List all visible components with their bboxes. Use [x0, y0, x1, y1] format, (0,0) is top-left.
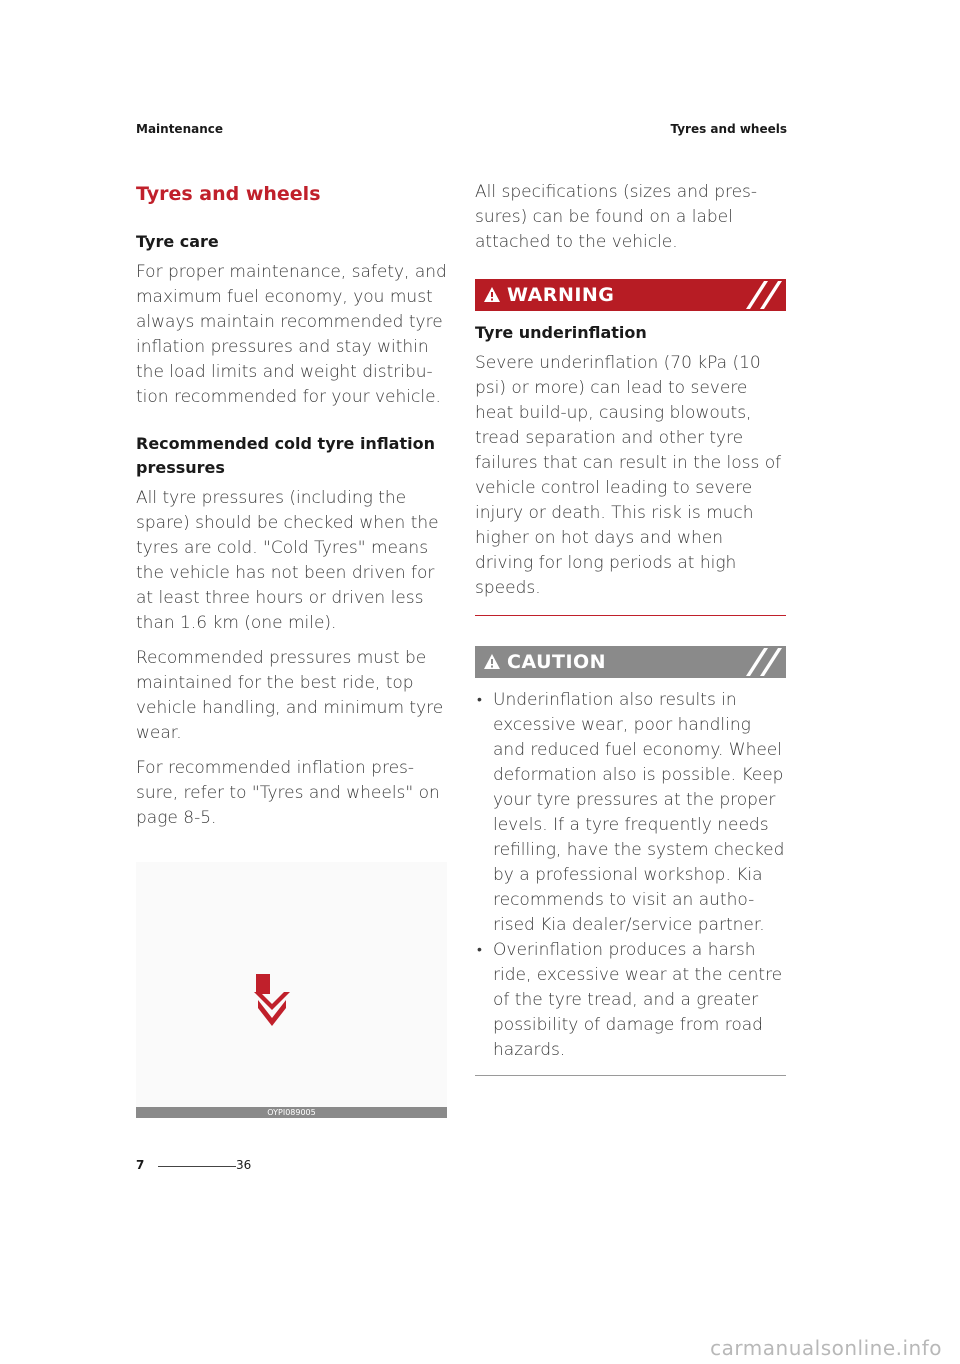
running-header-section: Maintenance — [136, 122, 224, 136]
running-header-topic: Tyres and wheels — [670, 122, 787, 136]
warning-end-rule — [475, 615, 786, 616]
spec-intro-paragraph: All specifications (sizes and pres-sures) can be found on a label attached to the vehicle. — [475, 182, 758, 252]
page-footer — [136, 1158, 276, 1178]
warning-heading: Tyre underinflation — [475, 323, 647, 342]
warning-paragraph: Severe underinflation (70 kPa (10 psi) or more) can lead to severe heat build-up, causing blowouts, tread separation and other tyre failures that can result in the loss of vehicle control leading to severe injury or death. This risk is much higher on hot days and when driving for long periods at high speeds. — [475, 353, 782, 598]
caution-label: CAUTION — [507, 651, 607, 673]
cold-pressure-heading: Recommended cold tyre inflation pressures — [136, 434, 435, 477]
warning-banner — [475, 279, 786, 311]
tyre-care-paragraph: For proper maintenance, safety, and maximum fuel economy, you must always maintain recommended tyre inflation pressures and stay within the load limits and weight distribu-tion recommended for your vehicle. — [136, 262, 447, 407]
figure-caption: OYPI089005 — [136, 1107, 447, 1118]
left-column — [136, 180, 448, 841]
figure-image — [136, 862, 447, 1118]
caution-end-rule — [475, 1075, 786, 1076]
warning-triangle-icon — [483, 286, 501, 304]
page-number: 36 — [236, 1158, 252, 1172]
red-down-arrow-icon — [254, 974, 290, 1026]
caution-triangle-icon — [483, 653, 501, 671]
banner-slash-decoration — [742, 646, 786, 678]
caution-bullet-text: Underinflation also results in excessive wear, poor handling and reduced fuel economy. Wheel deformation also is possible. Keep your tyre pressures at the proper levels. If a tyre frequently needs refilling, have the system checked by a professional workshop. Kia recommends to visit an autho-rised Kia dealer/service partner. — [493, 690, 785, 935]
watermark: carmanualsonline.info — [710, 1336, 942, 1360]
tyre-care-heading: Tyre care — [136, 232, 219, 251]
chapter-number: 7 — [136, 1158, 145, 1172]
footer-divider — [158, 1166, 236, 1167]
banner-slash-decoration — [742, 279, 786, 311]
list-item — [475, 938, 786, 1063]
right-column — [475, 180, 786, 1076]
caution-banner — [475, 646, 786, 678]
caution-list — [475, 688, 786, 1063]
bullet-icon: • — [477, 692, 482, 708]
list-item — [475, 688, 786, 938]
section-title: Tyres and wheels — [136, 183, 321, 205]
cold-pressure-paragraph-2: Recommended pressures must be maintained for the best ride, top vehicle handling, and minimum tyre wear. — [136, 648, 444, 743]
bullet-icon: • — [477, 942, 482, 958]
cold-pressure-paragraph-3: For recommended inflation pres-sure, refer to "Tyres and wheels" on page 8-5. — [136, 758, 440, 828]
warning-label: WARNING — [507, 284, 615, 306]
cold-pressure-paragraph-1: All tyre pressures (including the spare) should be checked when the tyres are cold. "Cold Tyres" means the vehicle has not been driven for at least three hours or driven less than 1.6 km (one mile). — [136, 488, 439, 633]
caution-bullet-text: Overinflation produces a harsh ride, excessive wear at the centre of the tyre tread, and a greater possibility of damage from road hazards. — [493, 940, 783, 1060]
